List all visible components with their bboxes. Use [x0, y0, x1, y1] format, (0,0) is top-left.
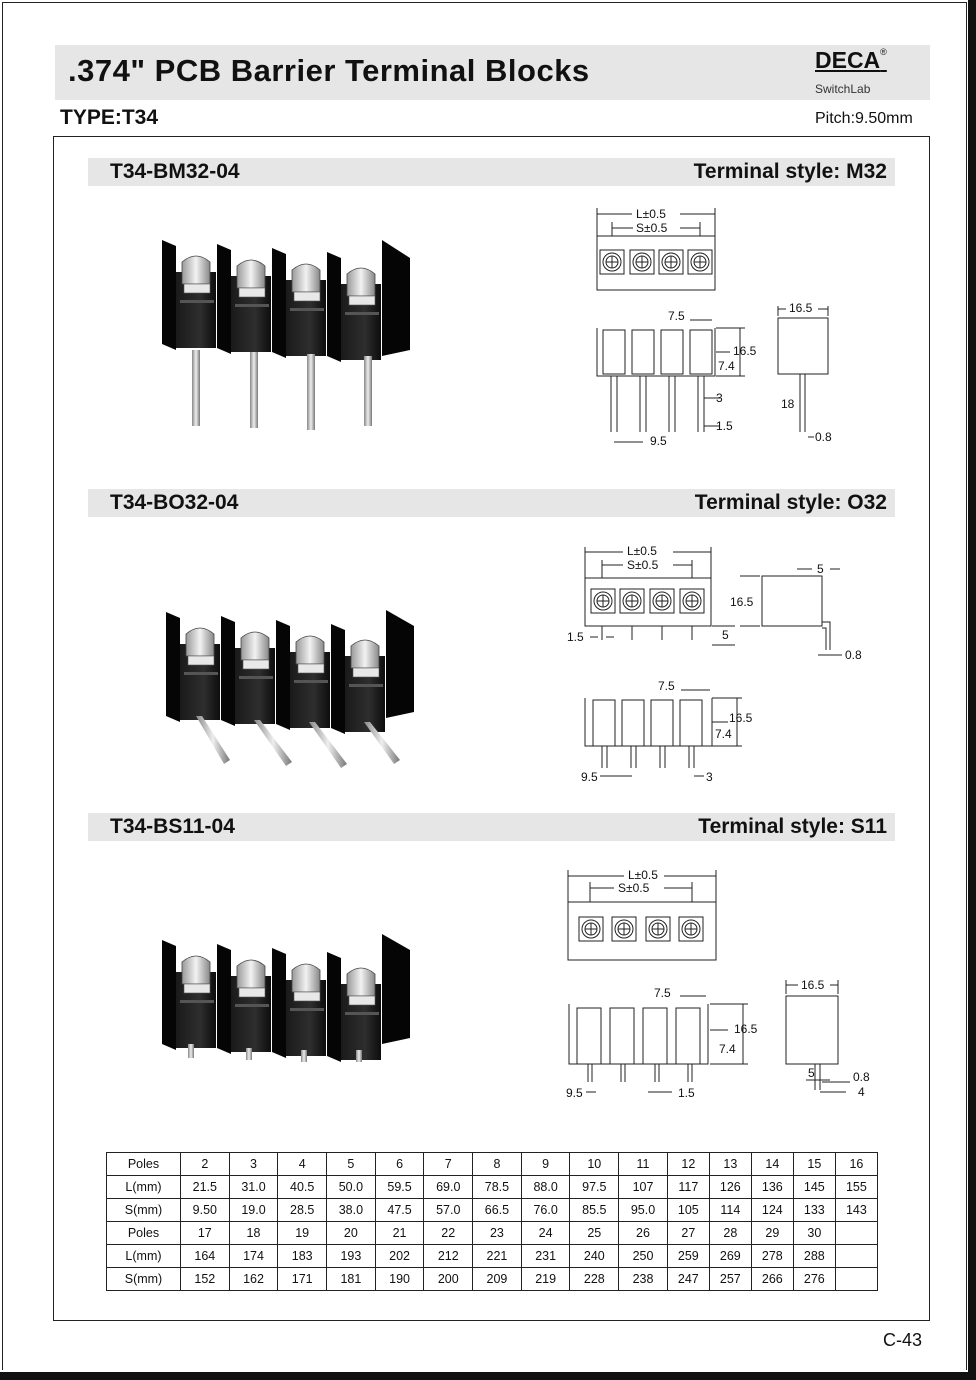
table-cell: 24	[521, 1222, 570, 1245]
table-cell: 250	[619, 1245, 668, 1268]
row-header-cell: Poles	[107, 1153, 181, 1176]
table-cell: 221	[473, 1245, 522, 1268]
table-cell: 28	[709, 1222, 751, 1245]
table-cell: 21.5	[180, 1176, 229, 1199]
table-cell: 22	[424, 1222, 473, 1245]
dim-m32-l: L±0.5	[636, 207, 666, 221]
table-cell: 18	[229, 1222, 278, 1245]
table-cell	[835, 1245, 877, 1268]
dim-m32-g: 16.5	[789, 301, 813, 315]
section-style-2: Terminal style: O32	[694, 491, 887, 514]
terminal-block-photo-m32	[162, 240, 410, 430]
table-cell: 183	[278, 1245, 327, 1268]
m32-side-view	[778, 306, 828, 437]
table-cell: 240	[570, 1245, 619, 1268]
brand-subtitle: SwitchLab	[815, 82, 871, 96]
table-cell: 259	[667, 1245, 709, 1268]
table-row	[107, 1199, 878, 1222]
table-cell: 88.0	[521, 1176, 570, 1199]
table-cell: 257	[709, 1268, 751, 1291]
table-cell: 136	[751, 1176, 793, 1199]
dim-m32-s: S±0.5	[636, 221, 668, 235]
dim-o32-d: 5	[817, 562, 824, 576]
brand-name: DECA	[815, 47, 881, 73]
page-title: .374" PCB Barrier Terminal Blocks	[68, 53, 590, 88]
registered-mark: ®	[880, 47, 887, 57]
table-cell: 30	[793, 1222, 835, 1245]
dim-m32-d: 3	[716, 391, 723, 405]
section-model-2: T34-BO32-04	[110, 491, 239, 514]
table-cell: 202	[375, 1245, 424, 1268]
table-row	[107, 1153, 878, 1176]
o32-top-view	[585, 547, 735, 645]
table-cell: 20	[327, 1222, 376, 1245]
table-cell: 26	[619, 1222, 668, 1245]
table-cell: 164	[180, 1245, 229, 1268]
table-cell: 11	[619, 1153, 668, 1176]
section-style-3: Terminal style: S11	[698, 815, 887, 838]
table-cell: 238	[619, 1268, 668, 1291]
section-model-3: T34-BS11-04	[110, 815, 235, 838]
table-cell: 124	[751, 1199, 793, 1222]
row-header-cell: S(mm)	[107, 1268, 181, 1291]
table-cell: 212	[424, 1245, 473, 1268]
table-cell: 19.0	[229, 1199, 278, 1222]
table-row	[107, 1222, 878, 1245]
table-cell: 247	[667, 1268, 709, 1291]
s11-side-view	[786, 980, 850, 1092]
table-cell: 14	[751, 1153, 793, 1176]
row-header-cell: S(mm)	[107, 1199, 181, 1222]
table-cell: 21	[375, 1222, 424, 1245]
terminal-block-photo-s11	[162, 934, 410, 1062]
dim-m32-h: 18	[781, 397, 795, 411]
pitch-label: Pitch:9.50mm	[815, 110, 913, 127]
dim-s11-s: S±0.5	[618, 881, 650, 895]
row-header-cell: L(mm)	[107, 1176, 181, 1199]
dim-s11-e: 1.5	[678, 1086, 695, 1100]
table-cell: 114	[709, 1199, 751, 1222]
dim-s11-i: 4	[858, 1085, 865, 1099]
table-cell: 145	[793, 1176, 835, 1199]
table-cell: 9.50	[180, 1199, 229, 1222]
table-cell: 19	[278, 1222, 327, 1245]
table-cell: 162	[229, 1268, 278, 1291]
table-cell: 155	[835, 1176, 877, 1199]
spec-table	[106, 1152, 878, 1291]
table-cell: 228	[570, 1268, 619, 1291]
row-header-cell: Poles	[107, 1222, 181, 1245]
row-header-cell: L(mm)	[107, 1245, 181, 1268]
table-cell: 17	[180, 1222, 229, 1245]
table-cell: 7	[424, 1153, 473, 1176]
table-cell: 85.5	[570, 1199, 619, 1222]
table-cell: 66.5	[473, 1199, 522, 1222]
table-cell: 28.5	[278, 1199, 327, 1222]
table-cell: 97.5	[570, 1176, 619, 1199]
table-cell: 190	[375, 1268, 424, 1291]
table-cell: 269	[709, 1245, 751, 1268]
table-cell: 27	[667, 1222, 709, 1245]
table-cell: 76.0	[521, 1199, 570, 1222]
table-cell: 8	[473, 1153, 522, 1176]
table-cell: 200	[424, 1268, 473, 1291]
table-cell: 209	[473, 1268, 522, 1291]
table-cell: 276	[793, 1268, 835, 1291]
table-cell: 10	[570, 1153, 619, 1176]
table-cell: 47.5	[375, 1199, 424, 1222]
table-cell: 25	[570, 1222, 619, 1245]
dim-m32-i: 0.8	[815, 430, 832, 444]
table-cell: 9	[521, 1153, 570, 1176]
table-cell: 117	[667, 1176, 709, 1199]
table-cell: 2	[180, 1153, 229, 1176]
dim-o32-l: L±0.5	[627, 544, 657, 558]
dim-s11-g: 5	[808, 1066, 815, 1080]
dim-o32-s: S±0.5	[627, 558, 659, 572]
table-cell: 50.0	[327, 1176, 376, 1199]
table-cell: 181	[327, 1268, 376, 1291]
table-cell: 171	[278, 1268, 327, 1291]
o32-side-view	[740, 569, 842, 655]
dim-m32-e: 1.5	[716, 419, 733, 433]
table-cell: 78.5	[473, 1176, 522, 1199]
table-cell: 29	[751, 1222, 793, 1245]
dim-o32-i: 9.5	[581, 770, 598, 784]
terminal-block-photo-o32	[166, 610, 414, 768]
table-cell: 5	[327, 1153, 376, 1176]
table-row	[107, 1268, 878, 1291]
dim-o32-j: 3	[706, 770, 713, 784]
table-cell: 219	[521, 1268, 570, 1291]
table-cell: 3	[229, 1153, 278, 1176]
table-cell: 13	[709, 1153, 751, 1176]
table-cell: 126	[709, 1176, 751, 1199]
dim-o32-a: 1.5	[567, 630, 584, 644]
table-cell: 174	[229, 1245, 278, 1268]
dim-s11-a: 7.5	[654, 986, 671, 1000]
table-cell: 105	[667, 1199, 709, 1222]
table-cell: 15	[793, 1153, 835, 1176]
table-cell: 278	[751, 1245, 793, 1268]
table-cell: 12	[667, 1153, 709, 1176]
table-cell: 69.0	[424, 1176, 473, 1199]
dim-s11-f: 16.5	[801, 978, 825, 992]
table-cell: 193	[327, 1245, 376, 1268]
dim-s11-d: 9.5	[566, 1086, 583, 1100]
dim-m32-b: 16.5	[733, 344, 757, 358]
dim-m32-a: 7.5	[668, 309, 685, 323]
dim-o32-e: 0.8	[845, 648, 862, 662]
table-cell: 143	[835, 1199, 877, 1222]
dim-o32-b: 5	[722, 628, 729, 642]
table-cell: 288	[793, 1245, 835, 1268]
section-style-1: Terminal style: M32	[693, 160, 887, 183]
table-cell: 4	[278, 1153, 327, 1176]
table-cell: 40.5	[278, 1176, 327, 1199]
table-cell: 6	[375, 1153, 424, 1176]
table-cell: 266	[751, 1268, 793, 1291]
table-cell: 95.0	[619, 1199, 668, 1222]
dim-m32-c: 7.4	[718, 359, 735, 373]
dim-o32-g: 16.5	[729, 711, 753, 725]
table-cell: 107	[619, 1176, 668, 1199]
dim-s11-h: 0.8	[853, 1070, 870, 1084]
table-cell: 38.0	[327, 1199, 376, 1222]
table-row	[107, 1176, 878, 1199]
table-cell: 31.0	[229, 1176, 278, 1199]
dim-o32-c: 16.5	[730, 595, 754, 609]
dim-s11-b: 16.5	[734, 1022, 758, 1036]
table-cell: 23	[473, 1222, 522, 1245]
table-cell: 57.0	[424, 1199, 473, 1222]
table-cell: 59.5	[375, 1176, 424, 1199]
table-cell: 16	[835, 1153, 877, 1176]
table-cell: 231	[521, 1245, 570, 1268]
type-label: TYPE:T34	[60, 106, 159, 129]
dim-m32-f: 9.5	[650, 434, 667, 448]
table-cell	[835, 1268, 877, 1291]
dim-s11-c: 7.4	[719, 1042, 736, 1056]
table-cell: 152	[180, 1268, 229, 1291]
table-cell	[835, 1222, 877, 1245]
dim-o32-f: 7.5	[658, 679, 675, 693]
section-model-1: T34-BM32-04	[110, 160, 240, 183]
table-row	[107, 1245, 878, 1268]
dim-o32-h: 7.4	[715, 727, 732, 741]
table-cell: 133	[793, 1199, 835, 1222]
dim-s11-l: L±0.5	[628, 868, 658, 882]
page-number: C-43	[883, 1330, 923, 1350]
